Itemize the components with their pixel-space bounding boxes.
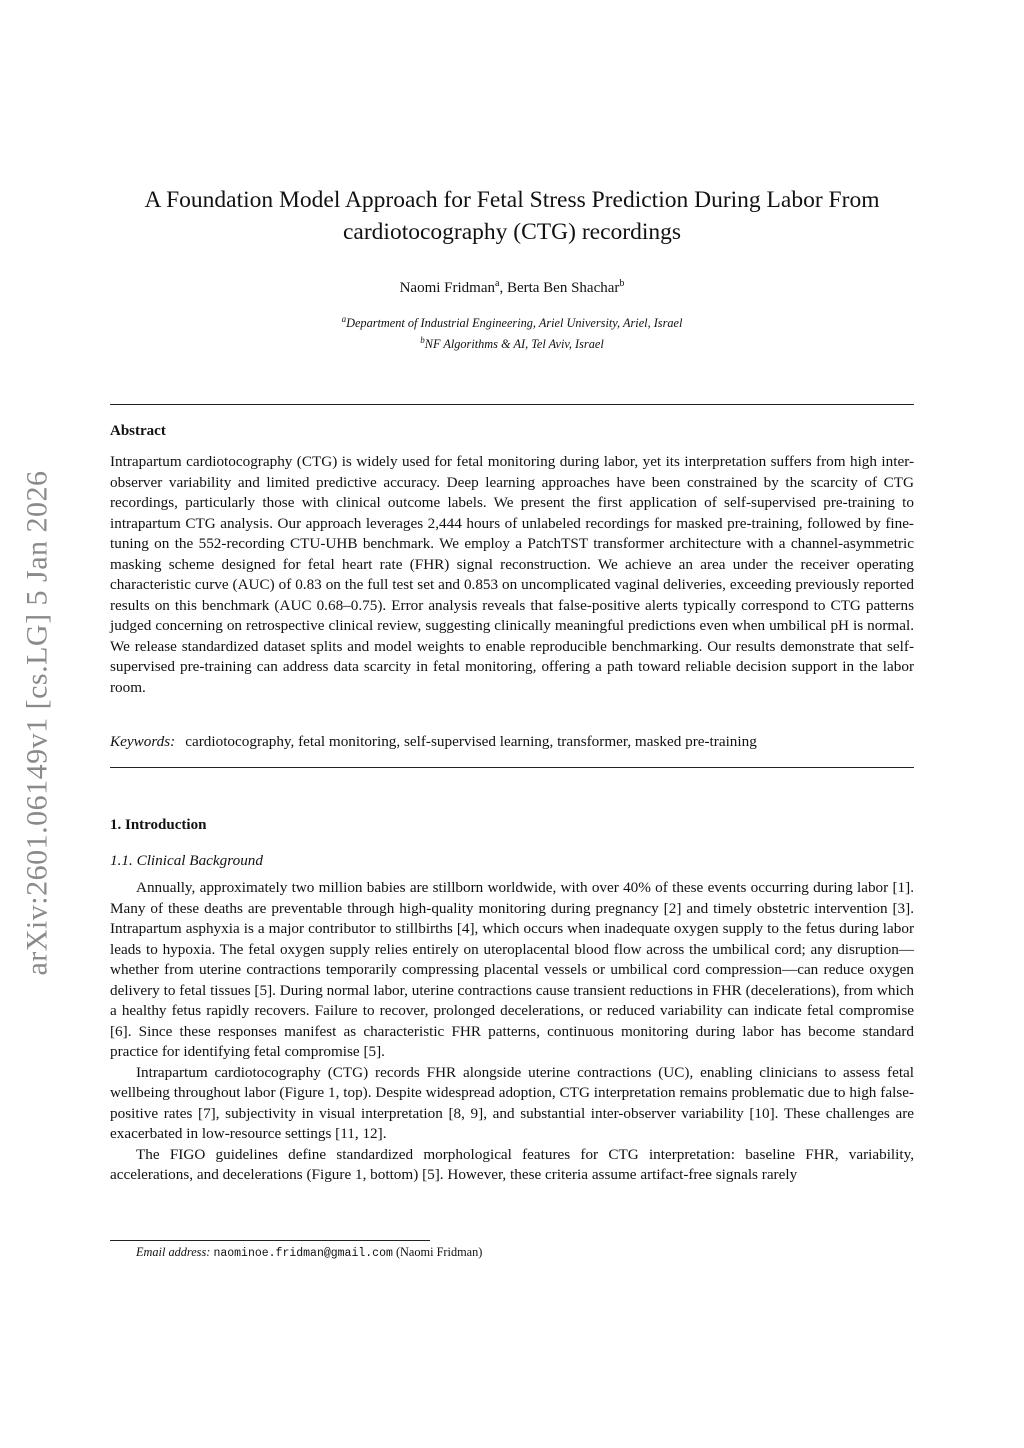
keywords-label: Keywords: [110,733,176,750]
introduction-body [110,878,914,1186]
arxiv-stamp [6,432,70,1014]
body-paragraph: Intrapartum cardiotocography (CTG) records FHR alongside uterine contractions (UC), enabling clinicians to assess fetal wellbeing throughout labor (Figure 1, top). Despite widespread adoption, CTG interpretation remains problematic due to high false-positive rates [7], subjectivity in visual interpretation [8, 9], and substantial inter-observer variability [10]. These challenges are exacerbated in low-resource settings [11, 12]. [110,1063,914,1142]
footnote [136,1244,482,1262]
subsection-heading-clinical-background: 1.1. Clinical Background [110,852,263,869]
abstract-top-rule [110,404,914,405]
affiliation-mark: b [420,335,425,346]
footnote-name: (Naomi Fridman) [395,1245,483,1259]
author-affiliation-mark: a [494,278,500,289]
abstract-text: Intrapartum cardiotocography (CTG) is widely used for fetal monitoring during labor, yet its interpretation suffers from high inter-observer variability and limited predictive accuracy. Deep learning approaches have been constrained by the scarcity of CTG recordings, particularly those with clinical outcome labels. We present the first application of self-supervised pre-training to intrapartum CTG analysis. Our approach leverages 2,444 hours of unlabeled recordings for masked pre-training, followed by fine-tuning on the 552-recording CTU-UHB benchmark. We employ a PatchTST transformer architecture with a channel-asymmetric masking scheme designed for fetal heart rate (FHR) signal reconstruction. We achieve an area under the receiver operating characteristic curve (AUC) of 0.83 on the full test set and 0.853 on uncomplicated vaginal deliveries, exceeding previously reported results on this benchmark (AUC 0.68–0.75). Error analysis reveals that false-positive alerts typically correspond to CTG patterns judged concerning on retrospective clinical review, suggesting clinically meaningful predictions even when umbilical pH is normal. We release standardized dataset splits and model weights to enable reproducible benchmarking. Our results demonstrate that self-supervised pre-training can address data scarcity in fetal monitoring, offering a path toward reliable decision support in the labor room. [110,453,914,696]
author-affiliation-mark: b [619,278,625,289]
arxiv-identifier[interactable]: arXiv:2601.06149v1 [cs.LG] 5 Jan 2026 [21,470,54,976]
affiliation [110,311,914,332]
author-list [110,274,914,298]
author-name: Berta Ben Shachar [506,280,620,296]
body-paragraph: The FIGO guidelines define standardized morphological features for CTG interpretation: baseline FHR, variability, accelerations, and decelerations (Figure 1, bottom) [5]. However, these criteria assume artifact-free signals rarely [110,1145,914,1183]
footnote-label: Email address: [136,1245,211,1259]
author-separator: , [499,280,507,296]
abstract-heading: Abstract [110,423,166,439]
body-paragraph: Annually, approximately two million babies are stillborn worldwide, with over 40% of these events occurring during labor [1]. Many of these deaths are preventable through high-quality monitoring during pregnancy [2] and timely obstetric intervention [3]. Intrapartum asphyxia is a major contributor to stillbirths [4], which occurs when inadequate oxygen supply to the fetus during labor leads to hypoxia. The fetal oxygen supply relies entirely on uteroplacental blood flow across the umbilical cord; any disruption—whether from uterine contractions temporarily compressing placental vessels or umbilical cord compression—can reduce oxygen delivery to fetal tissues [5]. During normal labor, uterine contractions cause transient reductions in FHR (decelerations), from which a healthy fetus rapidly recovers. Failure to recover, prolonged decelerations, or reduced variability can indicate fetal compromise [6]. Since these responses manifest as characteristic FHR patterns, continuous monitoring during labor has become standard practice for identifying fetal compromise [5]. [110,879,914,1060]
affiliation [110,332,914,353]
keywords-line [110,732,914,752]
abstract-bottom-rule [110,767,914,768]
author-name: Naomi Fridman [399,280,495,296]
email-link[interactable]: naominoe.fridman@gmail.com [213,1247,393,1260]
affiliation-list [110,311,914,353]
keywords-text: cardiotocography, fetal monitoring, self-supervised learning, transformer, masked pre-training [185,733,757,750]
paper-title: A Foundation Model Approach for Fetal Stress Prediction During Labor From cardiotocography (CTG) recordings [144,187,880,245]
affiliation-text: Department of Industrial Engineering, Ariel University, Ariel, Israel [346,316,683,331]
affiliation-text: NF Algorithms & AI, Tel Aviv, Israel [424,337,604,352]
section-heading-introduction: 1. Introduction [110,817,207,833]
affiliation-mark: a [341,314,347,324]
footnote-rule [110,1240,430,1241]
